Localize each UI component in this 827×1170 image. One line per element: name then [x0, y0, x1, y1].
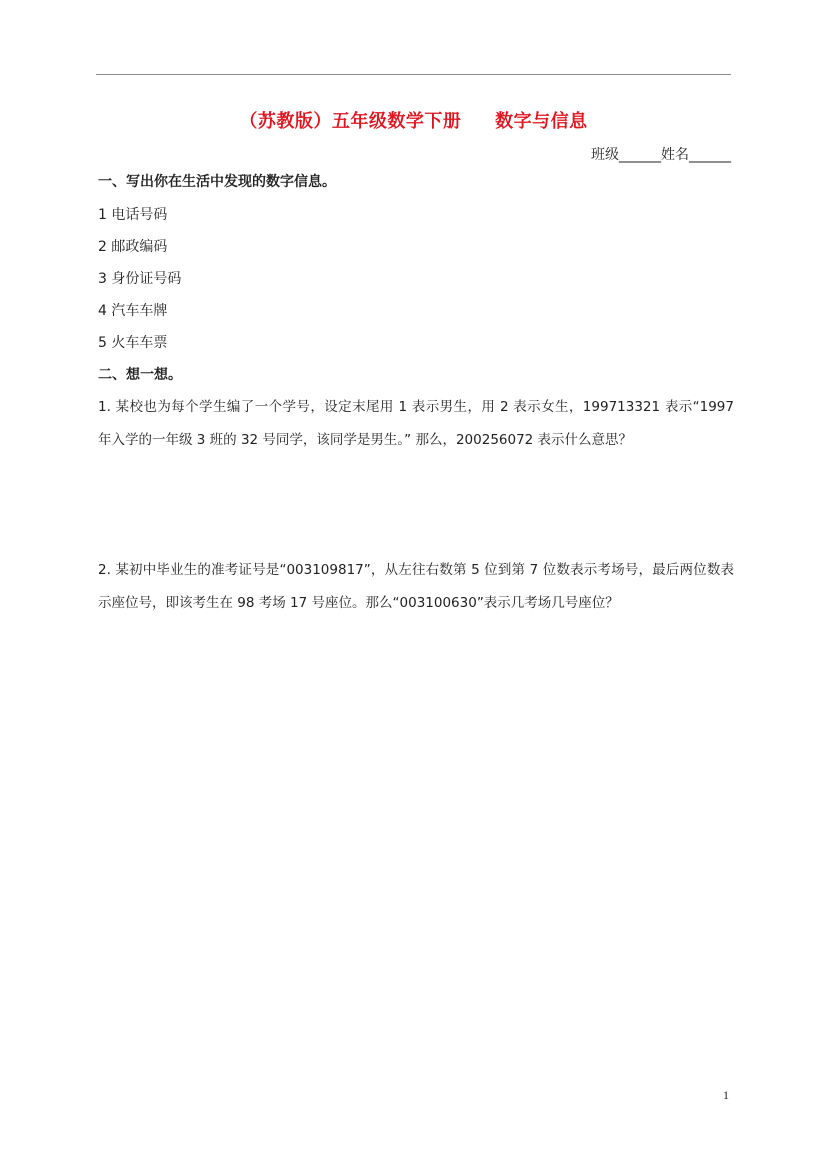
- list-item: 4 汽车车牌: [98, 303, 168, 319]
- document-title: （苏教版）五年级数学下册 数字与信息: [239, 111, 588, 132]
- list-item: 1 电话号码: [98, 207, 168, 223]
- class-name-line: 班级______姓名______: [591, 147, 731, 163]
- list-item: 2 邮政编码: [98, 239, 168, 255]
- section1-heading: 一、写出你在生活中发现的数字信息。: [98, 174, 336, 190]
- page-number: 1: [723, 1088, 729, 1102]
- section2-heading: 二、想一想。: [98, 367, 182, 383]
- list-item: 3 身份证号码: [98, 271, 182, 287]
- question-2: 2. 某初中毕业生的准考证号是“003109817”，从左往右数第 5 位到第 7 位数表示考场号，最后两位数表示座位号，即该考生在 98 考场 17 号座位。那么“003100630”表示几考场几号座位？: [98, 562, 734, 611]
- header-rule: [96, 74, 731, 75]
- question-1: 1. 某校也为每个学生编了一个学号，设定末尾用 1 表示男生，用 2 表示女生，199713321 表示“1997 年入学的一年级 3 班的 32 号同学，该同学是男生。” 那么，200256072 表示什么意思？: [98, 399, 734, 448]
- list-item: 5 火车车票: [98, 335, 168, 351]
